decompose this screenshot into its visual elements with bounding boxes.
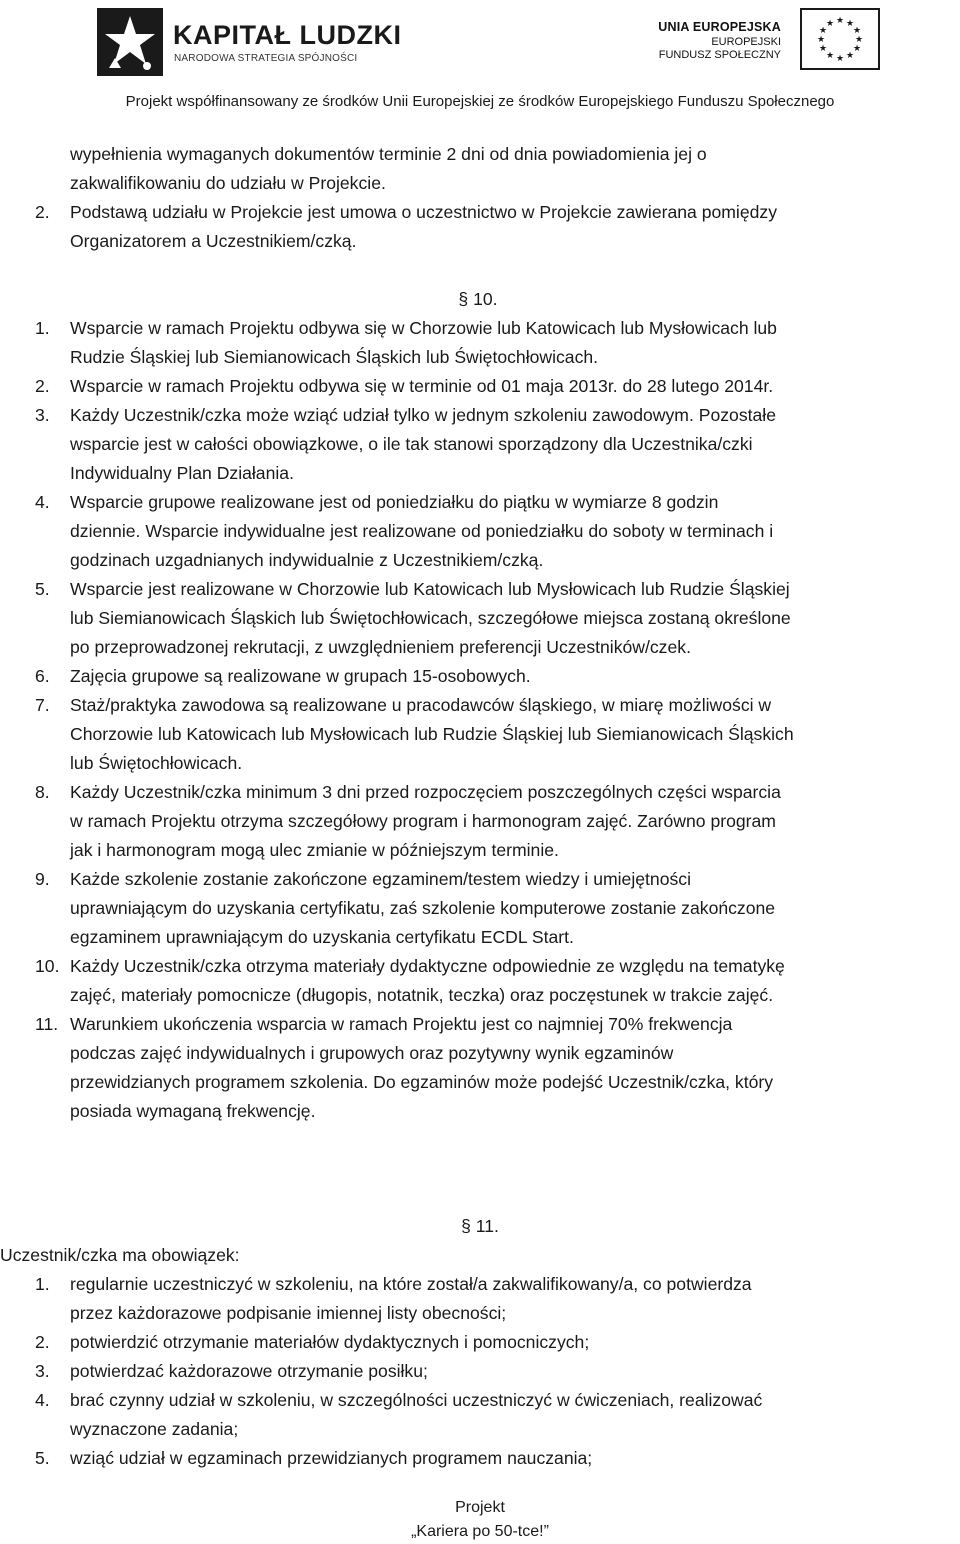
list-item-number: 7. [35, 695, 50, 715]
footer-project-name: „Kariera po 50-tce!” [411, 1523, 549, 1540]
list-item-number: 2. [35, 202, 50, 222]
text-line: Rudzie Śląskiej lub Siemianowicach Śląskich lub Świętochłowicach. [70, 347, 599, 367]
list-item [0, 778, 956, 865]
kapital-ludzki-star-icon [95, 6, 165, 78]
list-item [0, 1010, 956, 1126]
list-item-number: 5. [35, 579, 50, 599]
svg-text:★: ★ [825, 51, 835, 61]
section-heading-11: § 11. [461, 1216, 499, 1236]
eu-logo-line-1: UNIA EUROPEJSKA [658, 20, 781, 34]
text-line: godzinach uzgadnianych indywidualnie z Uczestnikiem/czką. [70, 550, 544, 570]
text-line: po przeprowadzonej rekrutacji, z uwzględnieniem preferencji Uczestników/czek. [70, 637, 691, 657]
list-item-number: 3. [35, 405, 50, 425]
text-line: lub Siemianowicach Śląskich lub Świętochłowicach, szczegółowe miejsca zostaną określone [70, 608, 791, 628]
list-item-number: 2. [35, 1332, 50, 1352]
list-item [0, 314, 956, 372]
text-line: przewidzianych programem szkolenia. Do egzaminów może podejść Uczestnik/czka, który [70, 1072, 774, 1092]
list-item-number: 2. [35, 376, 50, 396]
list-item [0, 1444, 956, 1473]
list-item [0, 691, 956, 778]
paragraph-continuation [0, 140, 956, 198]
svg-text:★: ★ [852, 26, 862, 36]
footer-line-1: Projekt [455, 1499, 505, 1516]
eu-logo-line-3: FUNDUSZ SPOŁECZNY [658, 49, 781, 61]
text-line: Zajęcia grupowe są realizowane w grupach 15-osobowych. [70, 666, 531, 686]
text-line: Wsparcie jest realizowane w Chorzowie lub Katowicach lub Mysłowicach lub Rudzie Śląskiej [70, 579, 790, 599]
text-line: Indywidualny Plan Działania. [70, 463, 294, 483]
text-line: zakwalifikowaniu do udziału w Projekcie. [70, 173, 386, 193]
list-item [0, 372, 956, 401]
text-line: Każdy Uczestnik/czka minimum 3 dni przed rozpoczęciem poszczególnych części wsparcia [70, 782, 781, 802]
list-item [0, 1357, 956, 1386]
list-item [0, 952, 956, 1010]
cofinancing-note: Projekt współfinansowany ze środków Unii Europejskiej ze środków Europejskiego Funduszu Społecznego [125, 93, 835, 110]
text-line: jak i harmonogram mogą ulec zmianie w późniejszym terminie. [70, 840, 559, 860]
list-item [0, 1328, 956, 1357]
svg-text:★: ★ [854, 35, 864, 45]
svg-text:★: ★ [816, 35, 826, 45]
text-line: Staż/praktyka zawodowa są realizowane u pracodawców śląskiego, w miarę możliwości w [70, 695, 772, 715]
svg-text:★: ★ [835, 16, 845, 26]
svg-text:★: ★ [845, 19, 855, 29]
section-11-intro: Uczestnik/czka ma obowiązek: [0, 1245, 240, 1265]
list-item-number: 1. [35, 318, 50, 338]
list-item-number: 8. [35, 782, 50, 802]
list-item [0, 662, 956, 691]
section-heading-10: § 10. [458, 289, 498, 309]
list-item [0, 488, 956, 575]
list-item-number: 9. [35, 869, 50, 889]
page-header [0, 0, 960, 120]
text-line: podczas zajęć indywidualnych i grupowych oraz pozytywny wynik egzaminów [70, 1043, 674, 1063]
text-line: Podstawą udziału w Projekcie jest umowa o uczestnictwo w Projekcie zawierana pomiędzy [70, 202, 778, 222]
eu-logo-line-2: EUROPEJSKI [711, 36, 781, 48]
text-line: Wsparcie w ramach Projektu odbywa się w terminie od 01 maja 2013r. do 28 lutego 2014r. [70, 376, 774, 396]
text-line: zajęć, materiały pomocnicze (długopis, notatnik, teczka) oraz poczęstunek w trakcie zajęć. [70, 985, 774, 1005]
svg-text:★: ★ [818, 44, 828, 54]
list-item [0, 1386, 956, 1444]
text-line: posiada wymaganą frekwencję. [70, 1101, 316, 1121]
list-item [0, 865, 956, 952]
text-line: potwierdzić otrzymanie materiałów dydaktycznych i pomocniczych; [70, 1332, 590, 1352]
list-item-number: 11. [35, 1014, 59, 1034]
eu-flag-icon [800, 8, 880, 70]
kapital-ludzki-title: KAPITAŁ LUDZKI [173, 20, 402, 50]
svg-text:★: ★ [818, 26, 828, 36]
text-line: Warunkiem ukończenia wsparcia w ramach Projektu jest co najmniej 70% frekwencja [70, 1014, 733, 1034]
list-item [0, 575, 956, 662]
text-line: uprawniającym do uzyskania certyfikatu, zaś szkolenie komputerowe zostanie zakończone [70, 898, 776, 918]
page-footer [0, 1496, 960, 1544]
list-item-number: 1. [35, 1274, 50, 1294]
svg-text:★: ★ [825, 19, 835, 29]
text-line: wypełnienia wymaganych dokumentów terminie 2 dni od dnia powiadomienia jej o [70, 144, 707, 164]
text-line: Wsparcie grupowe realizowane jest od poniedziałku do piątku w wymiarze 8 godzin [70, 492, 719, 512]
text-line: w ramach Projektu otrzyma szczegółowy program i harmonogram zajęć. Zarówno program [70, 811, 776, 831]
svg-text:★: ★ [835, 54, 845, 64]
svg-text:★: ★ [845, 51, 855, 61]
text-line: potwierdzać każdorazowe otrzymanie posiłku; [70, 1361, 428, 1381]
list-item [0, 1270, 956, 1328]
list-item-number: 10. [35, 956, 60, 976]
eu-logo [650, 8, 882, 78]
text-line: wyznaczone zadania; [70, 1419, 239, 1439]
text-line: Chorzowie lub Katowicach lub Mysłowicach lub Rudzie Śląskiej lub Siemianowicach Śląskich [70, 724, 794, 744]
text-line: wsparcie jest w całości obowiązkowe, o ile tak stanowi sporządzony dla Uczestnika/czki [70, 434, 753, 454]
document-body [0, 140, 960, 1473]
section-10-list [0, 314, 960, 1126]
text-line: dziennie. Wsparcie indywidualne jest realizowane od poniedziałku do soboty w terminach i [70, 521, 774, 541]
text-line: Każde szkolenie zostanie zakończone egzaminem/testem wiedzy i umiejętności [70, 869, 691, 889]
kapital-ludzki-subtitle: NARODOWA STRATEGIA SPÓJNOŚCI [174, 53, 358, 64]
text-line: egzaminem uprawniającym do uzyskania certyfikatu ECDL Start. [70, 927, 574, 947]
eu-logo-text [656, 20, 781, 61]
list-item-number: 3. [35, 1361, 50, 1381]
text-line: Każdy Uczestnik/czka otrzyma materiały dydaktyczne odpowiednie ze względu na tematykę [70, 956, 785, 976]
list-item-number: 4. [35, 1390, 50, 1410]
kapital-ludzki-logo [95, 6, 402, 78]
text-line: Każdy Uczestnik/czka może wziąć udział tylko w jednym szkoleniu zawodowym. Pozostałe [70, 405, 776, 425]
text-line: przez każdorazowe podpisanie imiennej listy obecności; [70, 1303, 507, 1323]
list-item-number: 6. [35, 666, 50, 686]
text-line: regularnie uczestniczyć w szkoleniu, na które został/a zakwalifikowany/a, co potwierdza [70, 1274, 752, 1294]
text-line: wziąć udział w egzaminach przewidzianych programem nauczania; [70, 1448, 593, 1468]
list-item [0, 401, 956, 488]
list-item [0, 198, 956, 256]
list-item-number: 4. [35, 492, 50, 512]
text-line: lub Świętochłowicach. [70, 753, 243, 773]
text-line: brać czynny udział w szkoleniu, w szczególności uczestniczyć w ćwiczeniach, realizować [70, 1390, 763, 1410]
section-11-list [0, 1270, 960, 1473]
list-item-number: 5. [35, 1448, 50, 1468]
svg-text:★: ★ [852, 44, 862, 54]
text-line: Wsparcie w ramach Projektu odbywa się w Chorzowie lub Katowicach lub Mysłowicach lub [70, 318, 777, 338]
text-line: Organizatorem a Uczestnikiem/czką. [70, 231, 357, 251]
